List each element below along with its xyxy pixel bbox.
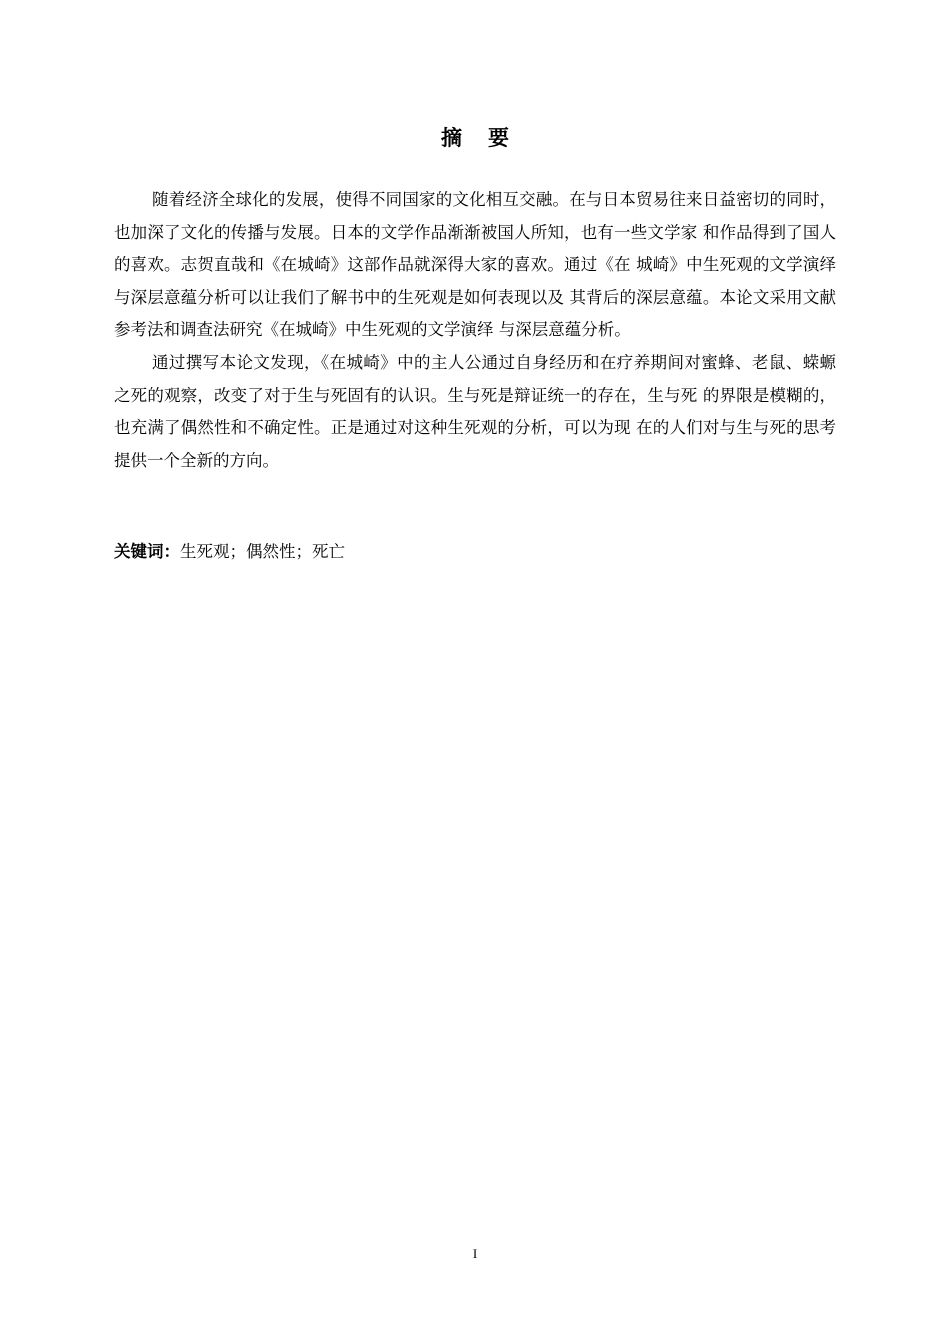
- abstract-paragraph-1: 随着经济全球化的发展，使得不同国家的文化相互交融。在与日本贸易往来日益密切的同时，也加深了文化的传播与发展。日本的文学作品渐渐被国人所知，也有一些文学家 和作品得到了国人的喜欢。志贺直哉和《在城崎》这部作品就深得大家的喜欢。通过《在 城崎》中生死观的文学演绎与深层意蕴分析可以让我们了解书中的生死观是如何表现以及 其背后的深层意蕴。本论文采用文献参考法和调查法研究《在城崎》中生死观的文学演绎 与深层意蕴分析。: [114, 190, 836, 340]
- abstract-title: 摘要: [441, 126, 535, 150]
- keywords-line: [114, 536, 345, 568]
- abstract-body: [114, 184, 836, 477]
- abstract-paragraph-2: 通过撰写本论文发现，《在城崎》中的主人公通过自身经历和在疗养期间对蜜蜂、老鼠、蝾螈之死的观察，改变了对于生与死固有的认识。生与死是辩证统一的存在，生与死 的界限是模糊的，也充满了偶然性和不确定性。正是通过对这种生死观的分析，可以为现 在的人们对与生与死的思考提供一个全新的方向。: [114, 352, 836, 470]
- keywords-value: 生死观；偶然性；死亡: [180, 542, 345, 561]
- keywords-label: 关键词：: [114, 542, 180, 561]
- page-number: I: [472, 1246, 478, 1261]
